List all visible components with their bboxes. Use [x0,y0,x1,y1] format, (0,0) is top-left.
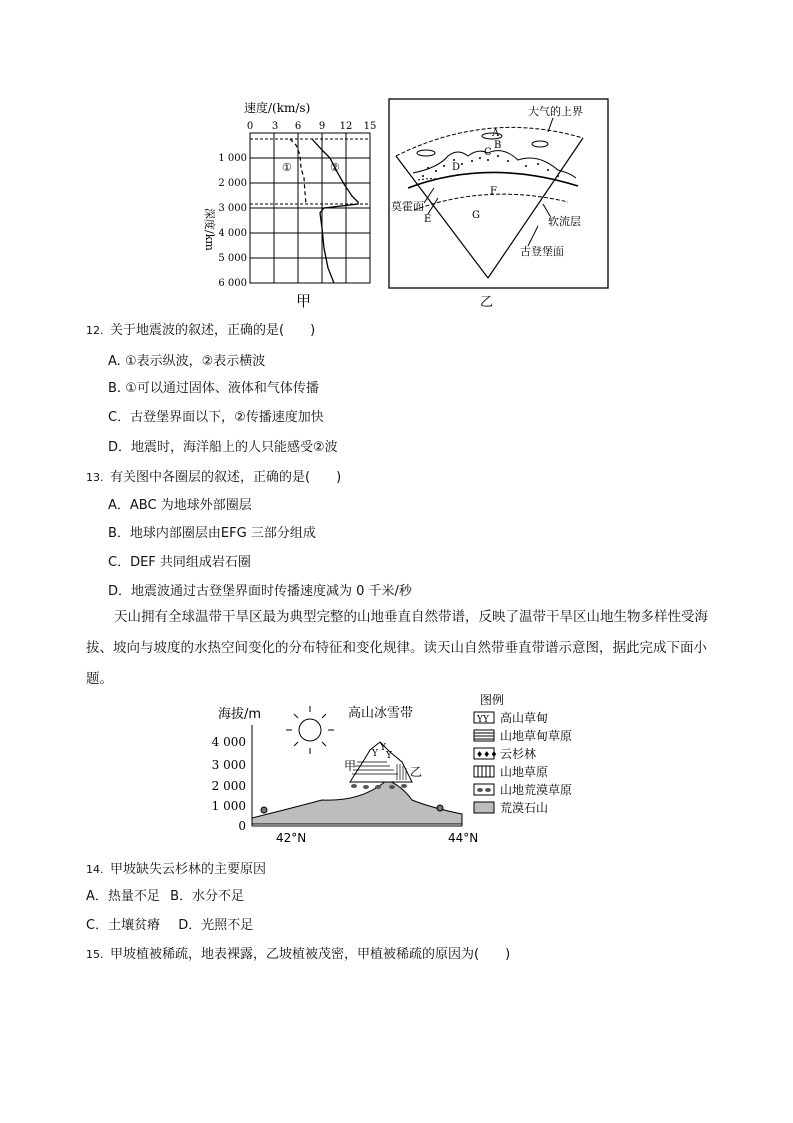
alpine-snow-belt-label: 高山冰雪带 [348,706,414,721]
ytick-3000m: 3 000 [211,758,246,772]
xtick-9: 9 [318,121,326,132]
layer-B-label: B [494,140,502,151]
figure-jia-caption: 甲 [296,292,312,310]
svg-text:♦♦♦: ♦♦♦ [476,750,498,759]
svg-text:Y: Y [372,749,378,759]
xtick-12: 12 [339,121,353,132]
velocity-axis-title: 速度/(km/s) [244,101,311,115]
option-letter: A. [108,354,121,369]
option-letter: D． [108,584,132,599]
question-13-number: 13. [86,471,104,484]
ytick-5000: 5 000 [218,253,247,264]
question-15-number: 15. [86,948,104,961]
ytick-1000m: 1 000 [211,799,246,813]
question-13-option-a [108,494,252,513]
xtick-6: 6 [294,121,302,132]
figure-yi-earth-layers [388,98,610,313]
xtick-42N: 42°N [276,831,307,845]
question-13-option-c [108,551,251,570]
option-text: ①表示纵波，②表示横波 [124,354,266,369]
xtick-15: 15 [363,121,377,132]
svg-text:Y: Y [380,743,386,753]
passage-tianshan: 天山拥有全球温带干旱区最为典型完整的山地垂直自然带谱，反映了温带干旱区山地生物多样性受海拔、坡向与坡度的水热空间变化的分布特征和变化规律。读天山自然带垂直带谱示意图，据此完成下面小题。 [86,609,708,687]
option-text: 热量不足 [107,889,160,904]
question-12-option-b [108,377,319,396]
ytick-0m: 0 [238,819,246,833]
question-12-number: 12. [86,324,104,337]
option-letter: A． [86,889,108,904]
ytick-3000: 3 000 [218,203,247,214]
legend-mountain-meadow-steppe [474,728,572,743]
question-14 [86,858,266,877]
question-13-stem: 有关图中各圈层的叙述，正确的是( ) [110,470,342,485]
ytick-2000m: 2 000 [211,779,246,793]
option-letter: C． [108,410,131,425]
option-text: ABC 为地球外部圈层 [129,498,252,513]
option-letter: C． [86,918,109,933]
altitude-axis-title: 海拔/m [218,707,262,722]
option-text: 古登堡界面以下，②传播速度加快 [130,410,324,425]
option-text: 光照不足 [201,918,254,933]
question-13-option-b [108,522,316,541]
question-12-option-a [108,350,265,369]
depth-axis-title: 深度/km [203,208,216,251]
layer-E-label: E [424,214,432,225]
legend-desert-rocky-mountain [474,800,548,815]
question-13-option-d [108,580,412,599]
ytick-1000: 1 000 [218,153,247,164]
atmosphere-top-label: 大气的上界 [528,105,583,118]
legend-alpine-meadow [474,710,548,725]
slope-yi-label: 乙 [410,765,423,779]
question-12-stem: 关于地震波的叙述，正确的是( ) [110,323,316,338]
figure-jia-velocity-chart [203,98,385,313]
option-letter: D． [108,440,132,455]
legend-label: 山地草原 [500,765,549,779]
moho-label: 莫霍面 [391,200,424,213]
legend-spruce-forest [474,746,536,761]
question-14-number: 14. [86,863,104,876]
question-14-options-ab [86,885,244,904]
ytick-2000: 2 000 [218,178,247,189]
layer-D-label: D [452,162,461,173]
layer-A-label: A [492,128,500,139]
option-text: 地震时，海洋船上的人只能感受②波 [131,440,338,455]
question-14-stem: 甲坡缺失云杉林的主要原因 [110,862,267,877]
option-text: 地球内部圈层由EFG 三部分组成 [129,526,316,541]
option-text: 地震波通过古登堡界面时传播速度减为 0 千米/秒 [131,584,412,599]
option-letter: C． [108,555,131,570]
option-letter: D． [178,918,202,933]
legend-title: 图例 [480,693,505,707]
legend-label: 山地荒漠草原 [500,783,573,797]
xtick-0: 0 [246,121,254,132]
svg-text:Y: Y [386,751,392,761]
option-text: DEF 共同组成岩石圈 [130,555,251,570]
ytick-6000: 6 000 [218,278,247,289]
question-12 [86,319,315,338]
layer-F-label: F [490,186,497,197]
option-letter: B． [170,889,192,904]
question-12-option-c [108,406,324,425]
question-15 [86,943,510,962]
option-letter: B. [108,381,122,396]
figure-tianshan-vertical-zones [212,690,592,850]
curve-1-label: ① [282,161,292,174]
option-letter: B． [108,526,130,541]
gutenberg-label: 古登堡面 [520,245,564,258]
layer-C-label: C [484,147,492,158]
figure-yi-caption: 乙 [480,295,494,310]
xtick-44N: 44°N [448,831,479,845]
question-15-stem: 甲坡植被稀疏，地表裸露，乙坡植被茂密，甲植被稀疏的原因为( ) [110,947,511,962]
legend-label: 荒漠石山 [500,801,549,815]
asthenosphere-label: 软流层 [548,215,581,228]
layer-G-label: G [472,210,480,221]
svg-text:YY: YY [477,715,489,725]
option-text: 水分不足 [191,889,244,904]
sun-icon [286,706,334,754]
slope-jia-label: 甲 [344,759,357,773]
option-text: ①可以通过固体、液体和气体传播 [125,381,319,396]
xtick-3: 3 [271,121,279,132]
question-13 [86,466,341,485]
legend-mountain-desert-steppe [474,782,572,797]
legend-label: 山地草甸草原 [500,729,573,743]
question-14-options-cd [86,914,253,933]
question-12-option-d [108,436,338,455]
option-text: 土壤贫瘠 [108,918,161,933]
ytick-4000: 4 000 [218,228,247,239]
legend-label: 云杉林 [500,747,537,761]
legend-mountain-steppe [474,764,548,779]
curve-2-label: ② [330,161,340,174]
ytick-4000m: 4 000 [211,735,246,749]
legend-label: 高山草甸 [500,711,549,725]
option-letter: A． [108,498,130,513]
